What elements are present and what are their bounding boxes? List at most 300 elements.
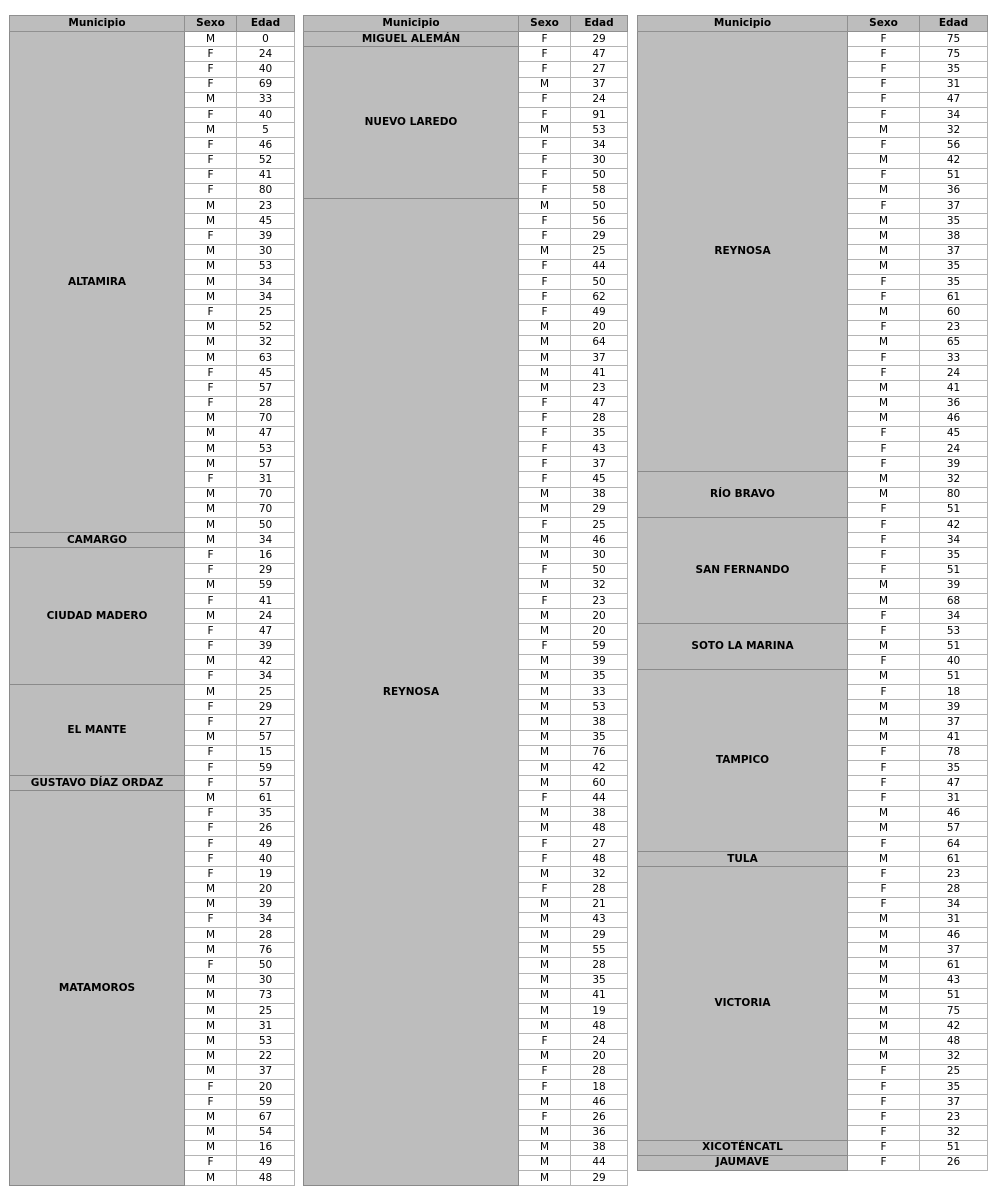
edad-cell: 46 — [571, 1095, 628, 1110]
edad-cell: 24 — [571, 92, 628, 107]
edad-cell: 33 — [571, 685, 628, 700]
edad-cell: 38 — [571, 487, 628, 502]
edad-cell: 53 — [571, 700, 628, 715]
edad-cell: 24 — [920, 442, 988, 457]
edad-cell: 61 — [920, 852, 988, 867]
sexo-cell: M — [519, 973, 571, 988]
edad-cell: 44 — [571, 1155, 628, 1170]
edad-cell: 30 — [237, 244, 295, 259]
sexo-cell: M — [185, 487, 237, 502]
sexo-cell: M — [185, 1004, 237, 1019]
sexo-cell: F — [848, 548, 920, 563]
edad-cell: 91 — [571, 107, 628, 122]
table-row — [10, 685, 295, 700]
edad-cell: 64 — [571, 335, 628, 350]
header-sexo: Sexo — [848, 16, 920, 32]
edad-cell: 42 — [920, 1019, 988, 1034]
edad-cell: 55 — [571, 943, 628, 958]
sexo-cell: M — [519, 533, 571, 548]
sexo-cell: M — [848, 214, 920, 229]
sexo-cell: M — [848, 912, 920, 927]
edad-cell: 53 — [237, 259, 295, 274]
sexo-cell: M — [519, 199, 571, 214]
edad-cell: 32 — [571, 867, 628, 882]
table-row — [304, 47, 628, 62]
sexo-cell: M — [519, 1125, 571, 1140]
edad-cell: 39 — [571, 654, 628, 669]
sexo-cell: M — [848, 593, 920, 608]
sexo-cell: M — [848, 123, 920, 138]
sexo-cell: F — [848, 776, 920, 791]
sexo-cell: F — [519, 472, 571, 487]
sexo-cell: F — [848, 1079, 920, 1094]
edad-cell: 48 — [571, 1019, 628, 1034]
table-row — [304, 32, 628, 47]
sexo-cell: F — [848, 791, 920, 806]
sexo-cell: M — [185, 533, 237, 548]
edad-cell: 34 — [920, 107, 988, 122]
edad-cell: 60 — [571, 776, 628, 791]
sexo-cell: F — [848, 168, 920, 183]
edad-cell: 41 — [920, 730, 988, 745]
edad-cell: 41 — [237, 593, 295, 608]
edad-cell: 30 — [237, 973, 295, 988]
sexo-cell: F — [519, 882, 571, 897]
edad-cell: 34 — [920, 533, 988, 548]
sexo-cell: F — [519, 259, 571, 274]
sexo-cell: F — [519, 183, 571, 198]
sexo-cell: F — [519, 62, 571, 77]
edad-cell: 20 — [571, 1049, 628, 1064]
sexo-cell: M — [185, 32, 237, 47]
edad-cell: 25 — [920, 1064, 988, 1079]
sexo-cell: F — [848, 92, 920, 107]
sexo-cell: M — [519, 1155, 571, 1170]
edad-cell: 16 — [237, 548, 295, 563]
sexo-cell: M — [185, 290, 237, 305]
edad-cell: 50 — [571, 275, 628, 290]
edad-cell: 20 — [571, 609, 628, 624]
municipio-cell: TAMPICO — [638, 669, 848, 851]
edad-cell: 45 — [571, 472, 628, 487]
edad-cell: 24 — [237, 609, 295, 624]
edad-cell: 38 — [571, 1140, 628, 1155]
sexo-cell: M — [185, 275, 237, 290]
sexo-cell: M — [519, 487, 571, 502]
edad-cell: 41 — [920, 381, 988, 396]
sexo-cell: M — [519, 988, 571, 1003]
edad-cell: 37 — [920, 199, 988, 214]
sexo-cell: M — [848, 1049, 920, 1064]
edad-cell: 39 — [237, 229, 295, 244]
municipio-cell: TULA — [638, 852, 848, 867]
sexo-cell: M — [848, 806, 920, 821]
edad-cell: 28 — [571, 882, 628, 897]
sexo-cell: F — [519, 92, 571, 107]
edad-cell: 51 — [920, 639, 988, 654]
sexo-cell: F — [185, 958, 237, 973]
edad-cell: 37 — [920, 1095, 988, 1110]
table-row — [304, 199, 628, 214]
sexo-cell: M — [185, 518, 237, 533]
municipio-table-2 — [303, 15, 628, 1186]
edad-cell: 48 — [571, 852, 628, 867]
edad-cell: 57 — [237, 730, 295, 745]
edad-cell: 31 — [920, 791, 988, 806]
edad-cell: 38 — [571, 806, 628, 821]
sexo-cell: M — [848, 715, 920, 730]
sexo-cell: M — [185, 92, 237, 107]
edad-cell: 33 — [920, 350, 988, 365]
sexo-cell: M — [848, 1019, 920, 1034]
header-municipio: Municipio — [304, 16, 519, 32]
sexo-cell: F — [519, 563, 571, 578]
sexo-cell: F — [848, 1125, 920, 1140]
sexo-cell: F — [185, 563, 237, 578]
sexo-cell: M — [519, 912, 571, 927]
edad-cell: 56 — [920, 138, 988, 153]
sexo-cell: F — [848, 366, 920, 381]
edad-cell: 20 — [237, 882, 295, 897]
edad-cell: 40 — [237, 852, 295, 867]
edad-cell: 44 — [571, 259, 628, 274]
sexo-cell: F — [848, 867, 920, 882]
sexo-cell: M — [848, 730, 920, 745]
edad-cell: 57 — [920, 821, 988, 836]
edad-cell: 68 — [920, 593, 988, 608]
sexo-cell: M — [519, 928, 571, 943]
sexo-cell: F — [519, 32, 571, 47]
edad-cell: 42 — [920, 518, 988, 533]
sexo-cell: F — [519, 457, 571, 472]
sexo-cell: F — [848, 518, 920, 533]
edad-cell: 35 — [920, 62, 988, 77]
sexo-cell: F — [848, 138, 920, 153]
sexo-cell: F — [185, 472, 237, 487]
sexo-cell: M — [848, 1034, 920, 1049]
sexo-cell: M — [185, 988, 237, 1003]
edad-cell: 53 — [920, 624, 988, 639]
edad-cell: 35 — [920, 548, 988, 563]
sexo-cell: M — [848, 973, 920, 988]
edad-cell: 70 — [237, 411, 295, 426]
edad-cell: 36 — [920, 396, 988, 411]
edad-cell: 47 — [237, 624, 295, 639]
sexo-cell: M — [185, 214, 237, 229]
edad-cell: 25 — [571, 518, 628, 533]
edad-cell: 35 — [920, 1079, 988, 1094]
edad-cell: 57 — [237, 381, 295, 396]
sexo-cell: F — [185, 229, 237, 244]
edad-cell: 27 — [237, 715, 295, 730]
edad-cell: 38 — [920, 229, 988, 244]
edad-cell: 53 — [237, 442, 295, 457]
edad-cell: 50 — [571, 168, 628, 183]
sexo-cell: F — [185, 624, 237, 639]
edad-cell: 51 — [920, 669, 988, 684]
sexo-cell: M — [185, 335, 237, 350]
sexo-cell: M — [848, 958, 920, 973]
sexo-cell: M — [185, 123, 237, 138]
municipio-cell: REYNOSA — [638, 32, 848, 472]
edad-cell: 76 — [571, 745, 628, 760]
edad-cell: 76 — [237, 943, 295, 958]
sexo-cell: F — [848, 1095, 920, 1110]
sexo-cell: M — [185, 1140, 237, 1155]
header-edad: Edad — [920, 16, 988, 32]
edad-cell: 64 — [920, 836, 988, 851]
edad-cell: 65 — [920, 335, 988, 350]
edad-cell: 80 — [237, 183, 295, 198]
sexo-cell: M — [519, 776, 571, 791]
municipio-table-3 — [637, 15, 988, 1171]
edad-cell: 51 — [920, 1140, 988, 1155]
sexo-cell: F — [185, 821, 237, 836]
sexo-cell: M — [185, 442, 237, 457]
edad-cell: 35 — [571, 730, 628, 745]
edad-cell: 39 — [920, 700, 988, 715]
sexo-cell: M — [519, 320, 571, 335]
sexo-cell: M — [848, 639, 920, 654]
table-row — [10, 776, 295, 791]
edad-cell: 34 — [237, 912, 295, 927]
municipio-cell: VICTORIA — [638, 867, 848, 1140]
sexo-cell: M — [185, 730, 237, 745]
edad-cell: 0 — [237, 32, 295, 47]
edad-cell: 63 — [237, 350, 295, 365]
sexo-cell: F — [848, 502, 920, 517]
edad-cell: 34 — [237, 533, 295, 548]
table-row — [10, 32, 295, 47]
sexo-cell: M — [848, 821, 920, 836]
edad-cell: 23 — [920, 867, 988, 882]
sexo-cell: M — [185, 685, 237, 700]
sexo-cell: F — [519, 47, 571, 62]
edad-cell: 40 — [237, 62, 295, 77]
edad-cell: 35 — [920, 761, 988, 776]
sexo-cell: M — [519, 669, 571, 684]
sexo-cell: M — [185, 1049, 237, 1064]
sexo-cell: M — [519, 350, 571, 365]
sexo-cell: M — [519, 77, 571, 92]
edad-cell: 24 — [571, 1034, 628, 1049]
edad-cell: 23 — [920, 320, 988, 335]
edad-cell: 53 — [571, 123, 628, 138]
municipio-cell: ALTAMIRA — [10, 32, 185, 533]
sexo-cell: M — [185, 1125, 237, 1140]
sexo-cell: F — [848, 275, 920, 290]
sexo-cell: F — [185, 761, 237, 776]
edad-cell: 70 — [237, 487, 295, 502]
sexo-cell: M — [848, 259, 920, 274]
edad-cell: 29 — [571, 32, 628, 47]
sexo-cell: M — [848, 1004, 920, 1019]
edad-cell: 32 — [920, 1125, 988, 1140]
sexo-cell: M — [848, 183, 920, 198]
sexo-cell: F — [519, 852, 571, 867]
edad-cell: 59 — [237, 761, 295, 776]
sexo-cell: M — [519, 654, 571, 669]
edad-cell: 36 — [920, 183, 988, 198]
sexo-cell: F — [848, 199, 920, 214]
sexo-cell: M — [519, 366, 571, 381]
edad-cell: 59 — [571, 639, 628, 654]
sexo-cell: M — [519, 897, 571, 912]
edad-cell: 32 — [920, 1049, 988, 1064]
sexo-cell: F — [848, 1140, 920, 1155]
sexo-cell: M — [185, 426, 237, 441]
table-row — [10, 533, 295, 548]
edad-cell: 50 — [237, 958, 295, 973]
sexo-cell: F — [185, 62, 237, 77]
edad-cell: 51 — [920, 502, 988, 517]
sexo-cell: F — [519, 518, 571, 533]
edad-cell: 32 — [920, 123, 988, 138]
sexo-cell: M — [185, 928, 237, 943]
edad-cell: 46 — [237, 138, 295, 153]
sexo-cell: F — [519, 1079, 571, 1094]
edad-cell: 24 — [920, 366, 988, 381]
edad-cell: 37 — [920, 943, 988, 958]
edad-cell: 44 — [571, 791, 628, 806]
sexo-cell: F — [185, 700, 237, 715]
sexo-cell: M — [519, 700, 571, 715]
sexo-cell: M — [185, 609, 237, 624]
sexo-cell: F — [848, 563, 920, 578]
edad-cell: 50 — [571, 563, 628, 578]
sexo-cell: F — [519, 791, 571, 806]
sexo-cell: M — [519, 806, 571, 821]
sexo-cell: M — [848, 852, 920, 867]
sexo-cell: F — [519, 1064, 571, 1079]
sexo-cell: F — [848, 47, 920, 62]
sexo-cell: M — [185, 259, 237, 274]
edad-cell: 29 — [237, 563, 295, 578]
table-row — [638, 518, 988, 533]
edad-cell: 26 — [571, 1110, 628, 1125]
sexo-cell: M — [185, 1019, 237, 1034]
edad-cell: 30 — [571, 548, 628, 563]
sexo-cell: F — [185, 867, 237, 882]
sexo-cell: F — [185, 305, 237, 320]
sexo-cell: F — [185, 366, 237, 381]
edad-cell: 34 — [237, 275, 295, 290]
edad-cell: 57 — [237, 457, 295, 472]
edad-cell: 18 — [920, 685, 988, 700]
sexo-cell: F — [519, 1034, 571, 1049]
edad-cell: 43 — [571, 442, 628, 457]
table-row — [10, 548, 295, 563]
edad-cell: 31 — [920, 77, 988, 92]
edad-cell: 29 — [237, 700, 295, 715]
edad-cell: 22 — [237, 1049, 295, 1064]
edad-cell: 39 — [920, 578, 988, 593]
table-row — [10, 791, 295, 806]
edad-cell: 29 — [571, 928, 628, 943]
edad-cell: 70 — [237, 502, 295, 517]
edad-cell: 42 — [237, 654, 295, 669]
edad-cell: 18 — [571, 1079, 628, 1094]
sexo-cell: F — [519, 442, 571, 457]
edad-cell: 16 — [237, 1140, 295, 1155]
sexo-cell: M — [848, 335, 920, 350]
sexo-cell: F — [519, 426, 571, 441]
sexo-cell: F — [848, 457, 920, 472]
sexo-cell: F — [185, 77, 237, 92]
edad-cell: 28 — [920, 882, 988, 897]
edad-cell: 41 — [571, 988, 628, 1003]
edad-cell: 37 — [571, 350, 628, 365]
municipio-cell: SAN FERNANDO — [638, 518, 848, 624]
edad-cell: 67 — [237, 1110, 295, 1125]
edad-cell: 45 — [237, 214, 295, 229]
sexo-cell: F — [519, 836, 571, 851]
edad-cell: 31 — [237, 472, 295, 487]
edad-cell: 35 — [920, 259, 988, 274]
sexo-cell: F — [519, 275, 571, 290]
edad-cell: 37 — [571, 77, 628, 92]
sexo-cell: M — [185, 1034, 237, 1049]
sexo-cell: F — [848, 320, 920, 335]
sexo-cell: F — [848, 533, 920, 548]
sexo-cell: F — [848, 654, 920, 669]
sexo-cell: F — [185, 806, 237, 821]
sexo-cell: M — [519, 685, 571, 700]
edad-cell: 50 — [571, 199, 628, 214]
edad-cell: 62 — [571, 290, 628, 305]
sexo-cell: F — [519, 290, 571, 305]
municipio-cell: CAMARGO — [10, 533, 185, 548]
edad-cell: 48 — [571, 821, 628, 836]
sexo-cell: F — [185, 153, 237, 168]
municipio-cell: SOTO LA MARINA — [638, 624, 848, 670]
sexo-cell: F — [519, 107, 571, 122]
edad-cell: 78 — [920, 745, 988, 760]
sexo-cell: M — [185, 943, 237, 958]
table-row — [638, 852, 988, 867]
sexo-cell: M — [185, 320, 237, 335]
edad-cell: 32 — [237, 335, 295, 350]
sexo-cell: F — [185, 745, 237, 760]
sexo-cell: M — [848, 411, 920, 426]
sexo-cell: M — [519, 730, 571, 745]
sexo-cell: M — [848, 472, 920, 487]
edad-cell: 49 — [237, 1155, 295, 1170]
sexo-cell: M — [848, 153, 920, 168]
table-row — [638, 1140, 988, 1155]
sexo-cell: F — [519, 214, 571, 229]
sexo-cell: M — [185, 1171, 237, 1186]
sexo-cell: M — [185, 973, 237, 988]
sexo-cell: F — [848, 745, 920, 760]
edad-cell: 35 — [920, 275, 988, 290]
edad-cell: 39 — [237, 639, 295, 654]
edad-cell: 5 — [237, 123, 295, 138]
edad-cell: 54 — [237, 1125, 295, 1140]
edad-cell: 41 — [571, 366, 628, 381]
edad-cell: 75 — [920, 47, 988, 62]
edad-cell: 31 — [920, 912, 988, 927]
edad-cell: 28 — [571, 1064, 628, 1079]
sexo-cell: M — [848, 381, 920, 396]
edad-cell: 26 — [920, 1155, 988, 1170]
sexo-cell: M — [185, 199, 237, 214]
edad-cell: 20 — [571, 320, 628, 335]
header-sexo: Sexo — [519, 16, 571, 32]
sexo-cell: F — [185, 639, 237, 654]
municipio-cell: JAUMAVE — [638, 1155, 848, 1170]
header-sexo: Sexo — [185, 16, 237, 32]
